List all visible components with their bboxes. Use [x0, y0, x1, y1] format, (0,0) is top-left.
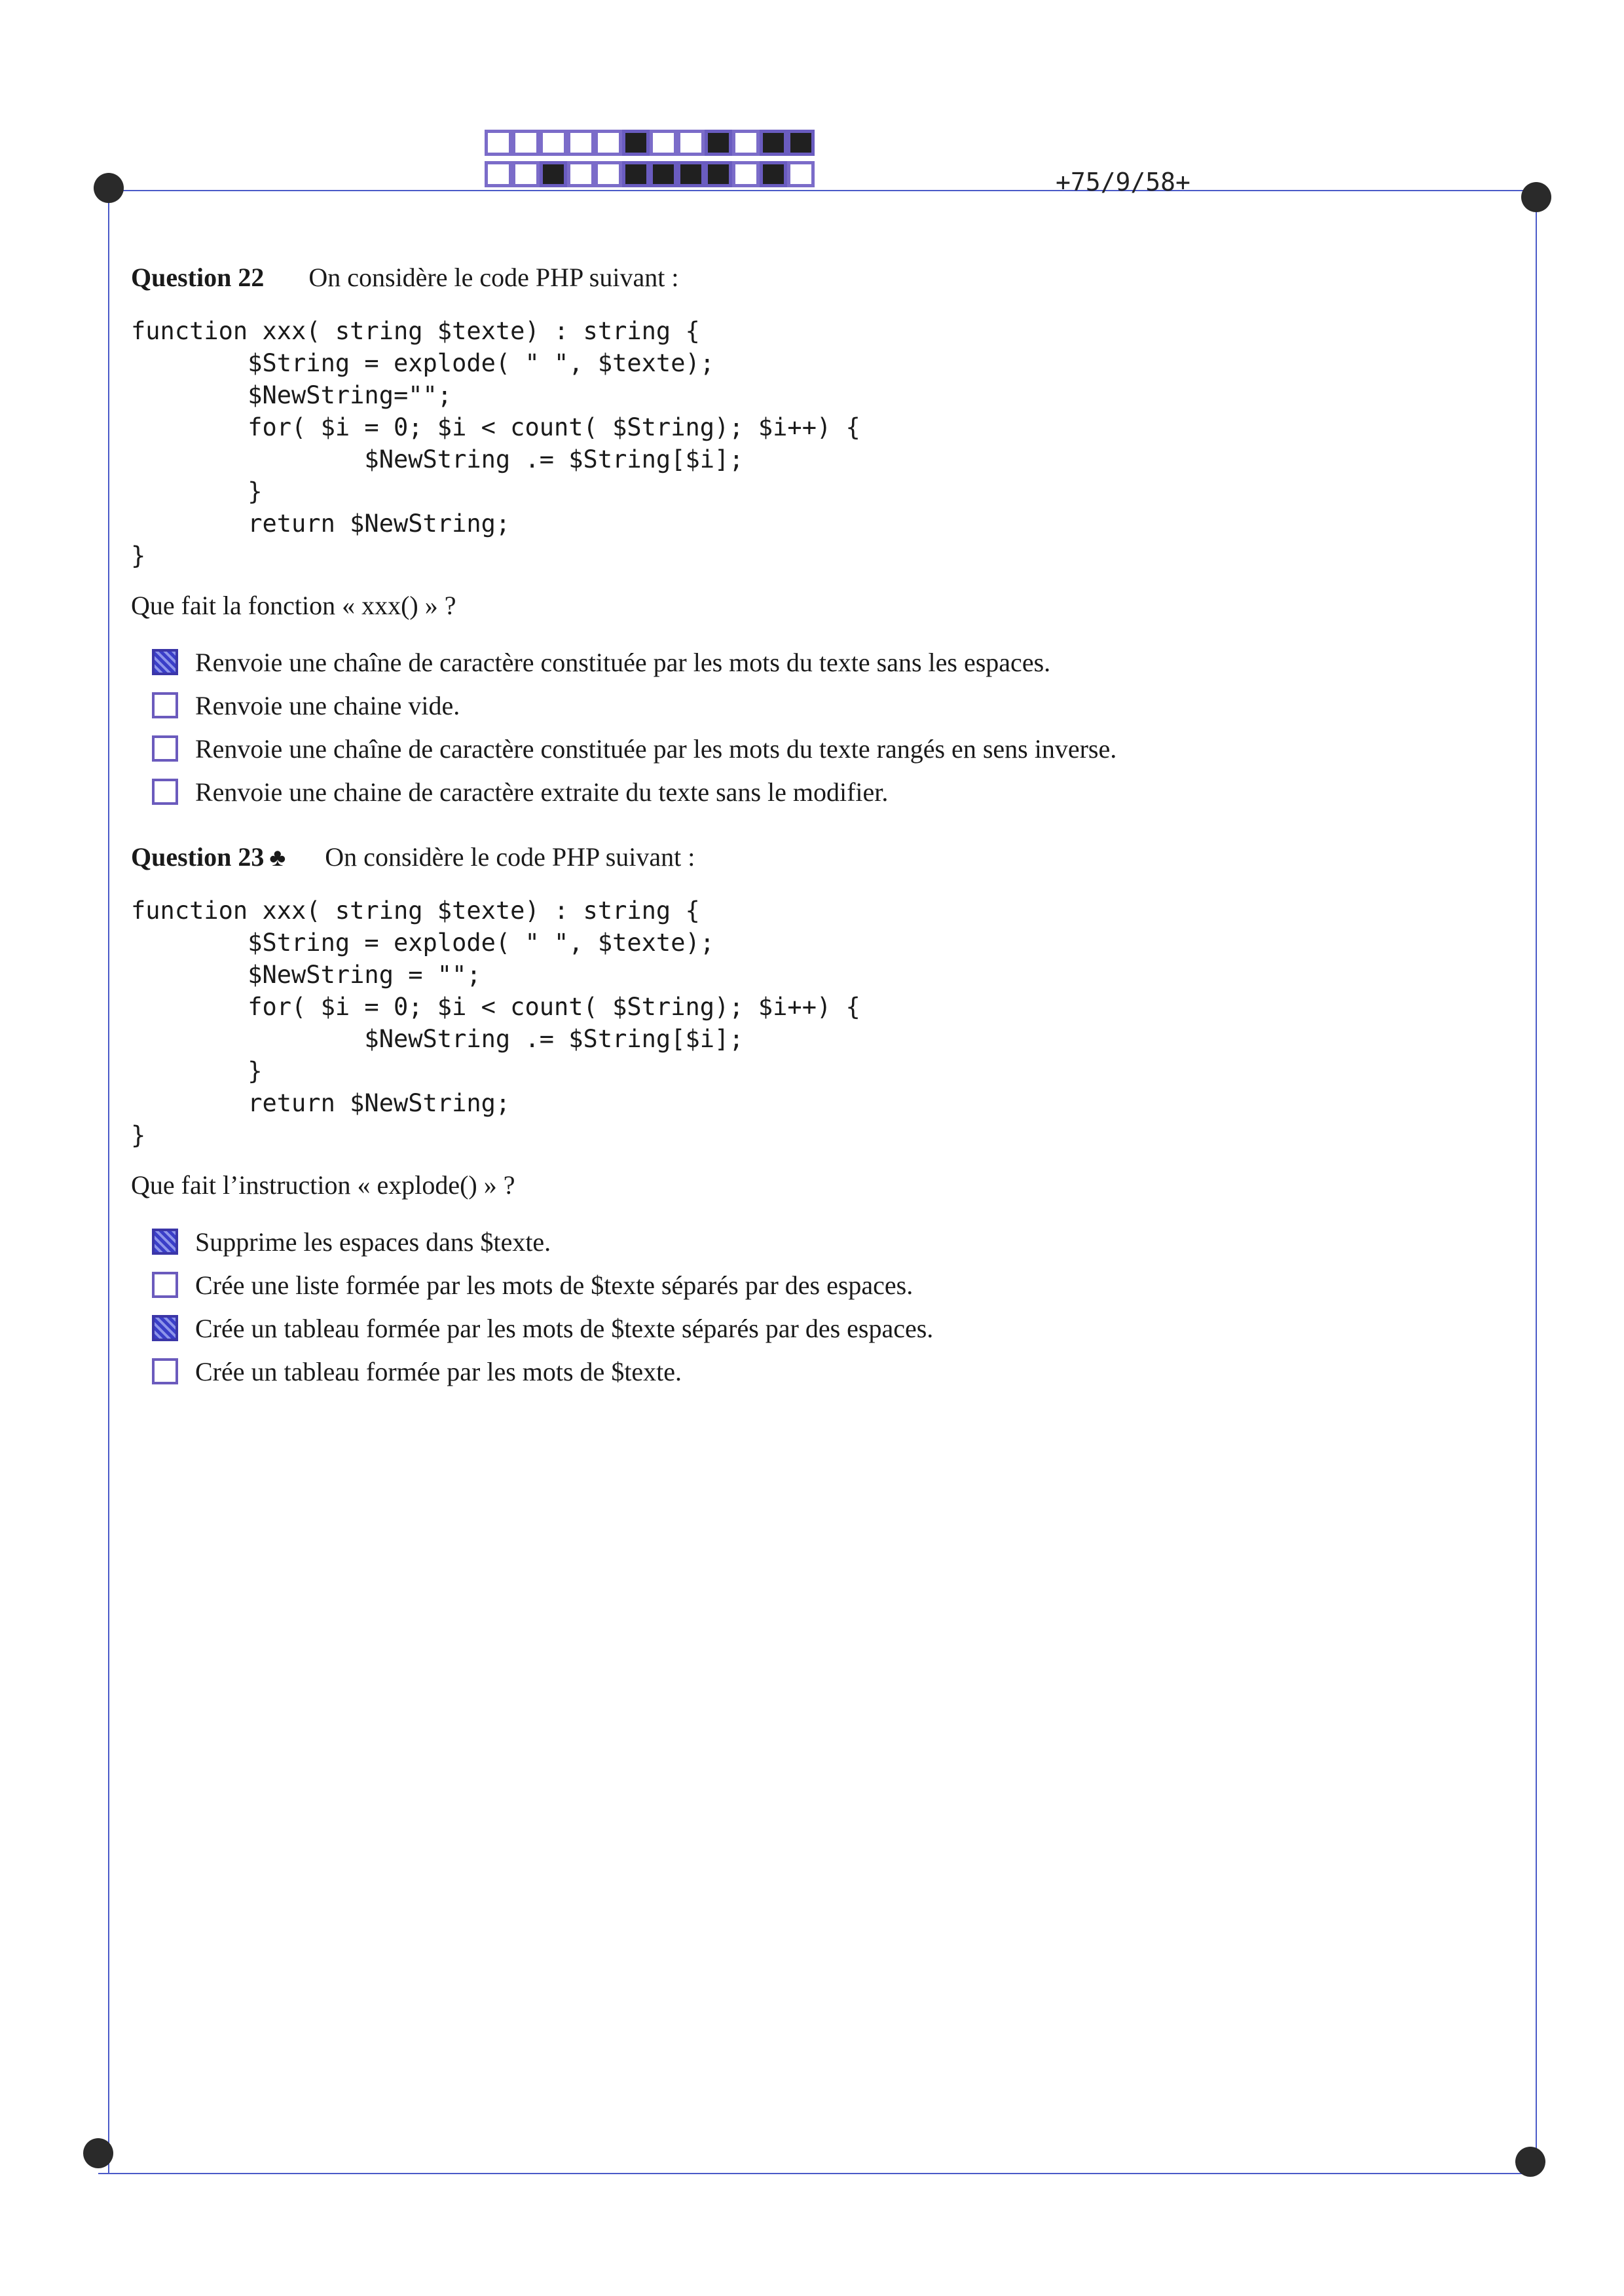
answer-option[interactable]: [152, 684, 1506, 727]
frame-bottom-line: [98, 2173, 1536, 2174]
question-header: [131, 842, 1506, 872]
answer-option[interactable]: [152, 1263, 1506, 1306]
barcode-cell: [567, 130, 595, 156]
question-number: Question 22: [131, 263, 265, 292]
barcode-cell: [677, 130, 705, 156]
question-23: [131, 842, 1506, 1393]
question-prompt: Que fait l’instruction « explode() » ?: [131, 1170, 515, 1200]
question-intro: On considère le code PHP suivant :: [325, 842, 695, 872]
page-id: +75/9/58+: [1056, 168, 1190, 196]
answer-checkbox[interactable]: [152, 1315, 178, 1341]
answer-label: Renvoie une chaîne de caractère constituée par les mots du texte sans les espaces.: [195, 647, 1051, 677]
registration-mark-bottom-right: [1515, 2147, 1545, 2177]
answer-option[interactable]: [152, 1220, 1506, 1263]
barcode-cell: [705, 161, 732, 187]
answer-checkbox[interactable]: [152, 1229, 178, 1255]
barcode-cell: [650, 161, 677, 187]
barcode-cell: [677, 161, 705, 187]
barcode-cell: [760, 130, 787, 156]
barcode-cell: [595, 130, 622, 156]
answer-checkbox[interactable]: [152, 1272, 178, 1298]
barcode-cell: [567, 161, 595, 187]
barcode-cell: [787, 161, 815, 187]
barcode-cell: [732, 161, 760, 187]
frame-left-line: [108, 190, 109, 2174]
answer-label: Supprime les espaces dans $texte.: [195, 1227, 551, 1257]
barcode-cell: [787, 130, 815, 156]
php-code-block: function xxx( string $texte) : string { $String = explode( " ", $texte); $NewString = ""; for( $i = 0; $i < count( $String); $i++) { $NewString .= $String[$i]; } return $NewString; }: [131, 897, 860, 1149]
answer-checkbox[interactable]: [152, 692, 178, 718]
question-header: [131, 262, 1506, 293]
answer-checkbox[interactable]: [152, 735, 178, 762]
answer-list: [131, 1220, 1506, 1393]
answer-option[interactable]: [152, 1350, 1506, 1393]
barcode-cell: [650, 130, 677, 156]
answer-list: [131, 640, 1506, 813]
barcode-cell: [622, 161, 650, 187]
answer-label: Crée une liste formée par les mots de $texte séparés par des espaces.: [195, 1270, 913, 1300]
answer-option[interactable]: [152, 770, 1506, 813]
barcode-row-bottom: [485, 161, 815, 187]
question-22: [131, 262, 1506, 813]
frame-top-line: [108, 190, 1539, 191]
barcode-cell: [485, 161, 512, 187]
barcode-cell: [485, 130, 512, 156]
barcode-cell: [512, 161, 540, 187]
barcode-cell: [705, 130, 732, 156]
question-number: Question 23 ♣: [131, 842, 286, 872]
barcode-cell: [540, 161, 567, 187]
barcode-cell: [760, 161, 787, 187]
answer-option[interactable]: [152, 1306, 1506, 1350]
registration-mark-bottom-left: [83, 2138, 113, 2168]
barcode-cell: [732, 130, 760, 156]
registration-mark-top-right: [1521, 182, 1551, 212]
barcode-row-top: [485, 130, 815, 156]
answer-label: Renvoie une chaine vide.: [195, 690, 460, 720]
barcode-cell: [622, 130, 650, 156]
barcode-cell: [595, 161, 622, 187]
answer-option[interactable]: [152, 727, 1506, 770]
registration-mark-top-left: [94, 173, 124, 203]
answer-checkbox[interactable]: [152, 649, 178, 675]
answer-label: Crée un tableau formée par les mots de $texte séparés par des espaces.: [195, 1313, 934, 1343]
frame-right-line: [1536, 193, 1537, 2174]
php-code-block: function xxx( string $texte) : string { $String = explode( " ", $texte); $NewString=""; for( $i = 0; $i < count( $String); $i++) { $NewString .= $String[$i]; } return $NewString; }: [131, 317, 860, 570]
barcode-cell: [512, 130, 540, 156]
answer-checkbox[interactable]: [152, 1358, 178, 1384]
question-prompt: Que fait la fonction « xxx() » ?: [131, 591, 456, 620]
question-intro: On considère le code PHP suivant :: [308, 263, 679, 292]
answer-option[interactable]: [152, 640, 1506, 684]
barcode-cell: [540, 130, 567, 156]
answer-label: Crée un tableau formée par les mots de $texte.: [195, 1356, 682, 1386]
answer-checkbox[interactable]: [152, 779, 178, 805]
club-icon: ♣: [269, 844, 286, 872]
answer-label: Renvoie une chaine de caractère extraite du texte sans le modifier.: [195, 777, 889, 807]
answer-label: Renvoie une chaîne de caractère constituée par les mots du texte rangés en sens inverse.: [195, 733, 1117, 764]
